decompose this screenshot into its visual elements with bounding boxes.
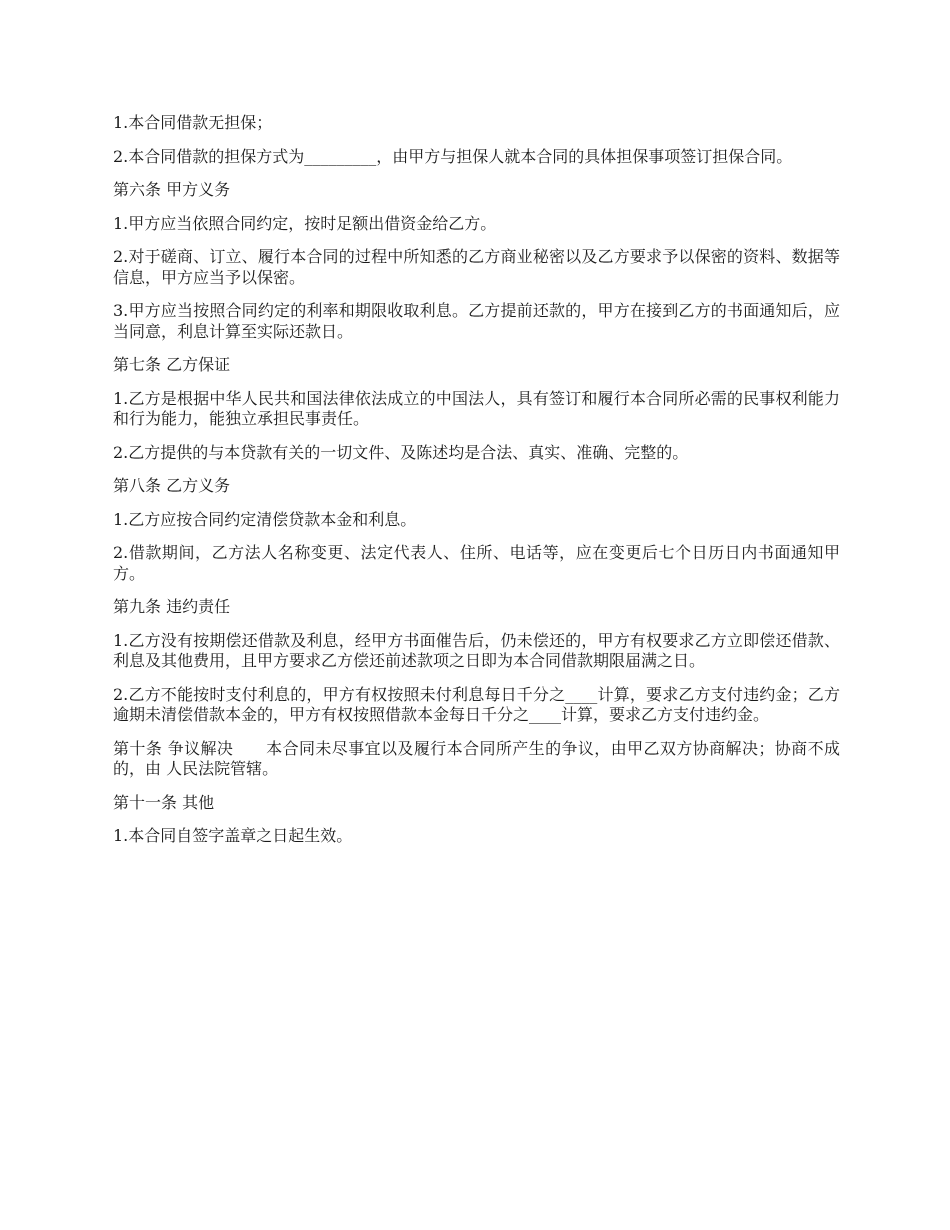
article-11-item-1: 1.本合同自签字盖章之日起生效。 <box>113 826 353 845</box>
article-6-heading: 第六条 甲方义务 <box>113 180 231 199</box>
article-6-item-3: 3.甲方应当按照合同约定的利率和期限收取利息。乙方提前还款的，甲方在接到乙方的书面通知后，应当同意，利息计算至实际还款日。 <box>113 301 840 341</box>
article-10-dispute-resolution: 第十条 争议解决 本合同未尽事宜以及履行本合同所产生的争议，由甲乙双方协商解决；协商不成的，由 人民法院管辖。 <box>113 738 840 778</box>
document-body <box>113 113 840 860</box>
article-8-item-2: 2.借款期间，乙方法人名称变更、法定代表人、住所、电话等，应在变更后七个日历日内书面通知甲方。 <box>113 543 840 583</box>
article-7-item-1: 1.乙方是根据中华人民共和国法律依法成立的中国法人，具有签订和履行本合同所必需的民事权利能力和行为能力，能独立承担民事责任。 <box>113 388 840 428</box>
article-9-item-2: 2.乙方不能按时支付利息的，甲方有权按照未付利息每日千分之____计算，要求乙方支付违约金；乙方逾期未清偿借款本金的，甲方有权按照借款本金每日千分之____计算，要求乙方支付违约金。 <box>113 684 840 724</box>
article-11-heading: 第十一条 其他 <box>113 792 215 812</box>
article-7-heading: 第七条 乙方保证 <box>113 355 231 374</box>
clause-no-guarantee: 1.本合同借款无担保； <box>113 113 273 132</box>
article-6-item-1: 1.甲方应当依照合同约定，按时足额出借资金给乙方。 <box>113 213 497 233</box>
article-8-heading: 第八条 乙方义务 <box>113 476 231 495</box>
article-9-item-1: 1.乙方没有按期偿还借款及利息，经甲方书面催告后，仍未偿还的，甲方有权要求乙方立即偿还借款、利息及其他费用，且甲方要求乙方偿还前述款项之日即为本合同借款期限届满之日。 <box>113 630 840 670</box>
article-6-item-2: 2.对于磋商、订立、履行本合同的过程中所知悉的乙方商业秘密以及乙方要求予以保密的资料、数据等信息，甲方应当予以保密。 <box>113 247 840 287</box>
article-9-heading: 第九条 违约责任 <box>113 597 231 616</box>
clause-guarantee-method: 2.本合同借款的担保方式为_________，由甲方与担保人就本合同的具体担保事项签订担保合同。 <box>113 146 793 166</box>
article-8-item-1: 1.乙方应按合同约定清偿贷款本金和利息。 <box>113 509 417 529</box>
article-7-item-2: 2.乙方提供的与本贷款有关的一切文件、及陈述均是合法、真实、准确、完整的。 <box>113 442 689 462</box>
